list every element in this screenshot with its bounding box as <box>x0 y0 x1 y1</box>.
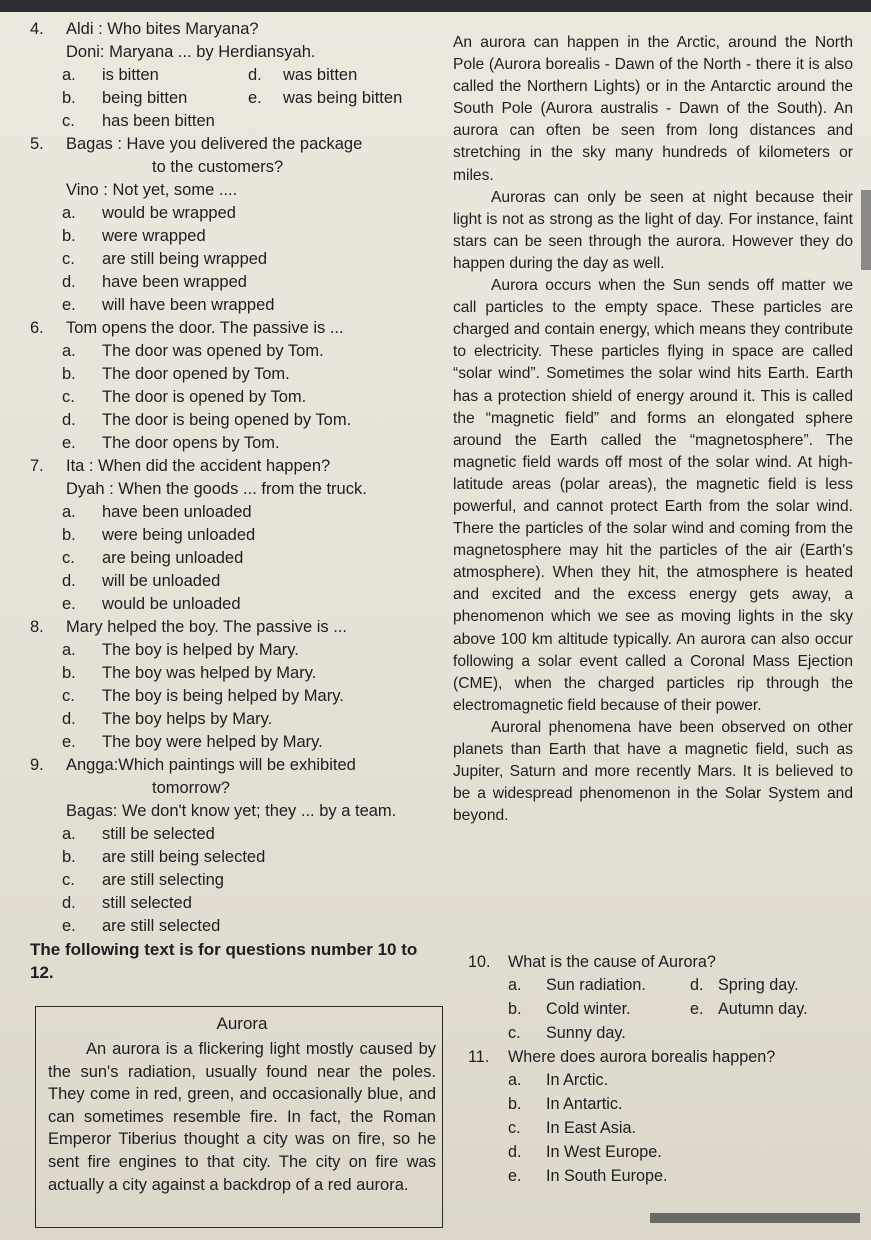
option-letter: e. <box>62 733 76 751</box>
question-text: What is the cause of Aurora? <box>508 953 716 971</box>
option-text: The boy helps by Mary. <box>102 710 273 728</box>
option-letter: b. <box>62 664 76 682</box>
answer-option <box>468 1117 863 1141</box>
answer-option <box>30 892 445 915</box>
option-letter: d. <box>62 411 76 429</box>
answer-option <box>468 1069 863 1093</box>
answer-option <box>30 363 445 386</box>
option-text: The boy were helped by Mary. <box>102 733 323 751</box>
option-letter: c. <box>508 1119 521 1137</box>
option-text: still selected <box>102 894 192 912</box>
option-letter: b. <box>508 1095 522 1113</box>
option-letter: c. <box>508 1024 521 1042</box>
option-text: In East Asia. <box>546 1119 636 1137</box>
option-text: is bitten <box>102 66 159 84</box>
answer-option <box>468 974 863 998</box>
option-letter: a. <box>62 66 76 84</box>
option-letter: c. <box>62 549 75 567</box>
answer-option <box>468 1093 863 1117</box>
option-letter: a. <box>508 1071 522 1089</box>
answer-option <box>30 432 445 455</box>
question-line <box>30 616 445 639</box>
option-text: will have been wrapped <box>102 296 275 314</box>
question-line <box>30 41 445 64</box>
answer-option <box>30 547 445 570</box>
question-number: 7. <box>30 457 44 475</box>
option-text: In West Europe. <box>546 1143 662 1161</box>
answer-option <box>468 1165 863 1189</box>
option-text: were being unloaded <box>102 526 256 544</box>
option-text: would be wrapped <box>102 204 236 222</box>
question-number: 11. <box>468 1048 490 1066</box>
option-text: In South Europe. <box>546 1167 668 1185</box>
paragraph-1: An aurora can happen in the Arctic, around the North Pole (Aurora borealis - Dawn of the North - there it is also called the Northern Lights) or in the Antarctic around the South Pole (Aurora australis - Dawn of the South). An aurora can often be seen from long distances and stretching in the sky many hundreds of kilometers or miles. <box>453 34 853 184</box>
question-text: Where does aurora borealis happen? <box>508 1048 776 1066</box>
option-text: Autumn day. <box>718 1000 808 1018</box>
question-line <box>30 478 445 501</box>
answer-option <box>30 570 445 593</box>
paragraph-4: Auroral phenomena have been observed on other planets than Earth that have a magnetic field, such as Jupiter, Saturn and more recently Mars. It is believed to be a widespread phenomenon in the Solar System and beyond. <box>453 718 853 825</box>
option-letter: a. <box>62 503 76 521</box>
option-text: Sunny day. <box>546 1024 626 1042</box>
question-4 <box>30 18 445 133</box>
option-text: The door opened by Tom. <box>102 365 290 383</box>
question-line <box>30 317 445 340</box>
question-line <box>30 133 445 156</box>
question-line <box>30 156 445 179</box>
option-text: Sun radiation. <box>546 976 646 994</box>
answer-option <box>30 202 445 225</box>
option-letter: c. <box>62 687 75 705</box>
answer-option <box>30 87 445 110</box>
option-text: has been bitten <box>102 112 215 130</box>
option-text: were wrapped <box>102 227 206 245</box>
right-column-text <box>453 32 853 827</box>
question-number: 9. <box>30 756 44 774</box>
option-letter: b. <box>62 227 76 245</box>
question-6 <box>30 317 445 455</box>
option-letter: a. <box>508 976 522 994</box>
option-letter: e. <box>62 434 76 452</box>
answer-option <box>468 998 863 1022</box>
option-letter: d. <box>690 976 704 994</box>
option-letter: a. <box>62 825 76 843</box>
option-letter: a. <box>62 342 76 360</box>
question-number: 5. <box>30 135 44 153</box>
option-text: The door is being opened by Tom. <box>102 411 352 429</box>
option-letter: b. <box>62 89 76 107</box>
question-text: tomorrow? <box>152 779 230 797</box>
answer-option <box>30 294 445 317</box>
question-line <box>30 777 445 800</box>
option-text: In Arctic. <box>546 1071 609 1089</box>
question-line <box>468 1046 863 1069</box>
answer-option <box>30 248 445 271</box>
answer-option <box>30 501 445 524</box>
answer-option <box>30 225 445 248</box>
option-letter: e. <box>62 595 76 613</box>
question-text: Dyah : When the goods ... from the truck. <box>66 480 367 498</box>
option-letter: b. <box>62 526 76 544</box>
option-letter: e. <box>690 1000 704 1018</box>
option-text: still be selected <box>102 825 215 843</box>
right-edge-shadow <box>861 190 871 270</box>
question-text: to the customers? <box>152 158 284 176</box>
question-number: 6. <box>30 319 44 337</box>
box-paragraph: An aurora is a flickering light mostly caused by the sun's radiation, usually found near the poles. They come in red, green, and occasionally blue, and can sometimes resemble fire. In fact, the Roman Emperor Tiberius thought a city was on fire, so he sent fire engines to that city. The city on fire was actually a city against a backdrop of a red aurora. <box>48 1040 436 1194</box>
option-letter: c. <box>62 388 75 406</box>
option-text: are still being selected <box>102 848 266 866</box>
option-text: The boy was helped by Mary. <box>102 664 317 682</box>
answer-option <box>30 340 445 363</box>
option-text: Spring day. <box>718 976 799 994</box>
option-text: will be unloaded <box>102 572 221 590</box>
option-letter: e. <box>62 917 76 935</box>
option-letter: e. <box>248 89 262 107</box>
question-line <box>30 18 445 41</box>
question-9 <box>30 754 445 938</box>
question-line <box>468 951 863 974</box>
option-text: The door is opened by Tom. <box>102 388 307 406</box>
answer-option <box>30 731 445 754</box>
answer-option <box>30 271 445 294</box>
question-text: Angga:Which paintings will be exhibited <box>66 756 356 774</box>
option-letter: a. <box>62 641 76 659</box>
option-text: have been unloaded <box>102 503 252 521</box>
option-text: are still selecting <box>102 871 224 889</box>
question-text: Mary helped the boy. The passive is ... <box>66 618 347 636</box>
answer-option <box>30 386 445 409</box>
answer-option <box>30 846 445 869</box>
option-letter: b. <box>62 365 76 383</box>
answer-option <box>30 524 445 547</box>
option-letter: b. <box>508 1000 522 1018</box>
answer-option <box>30 915 445 938</box>
option-letter: c. <box>62 871 75 889</box>
option-letter: c. <box>62 250 75 268</box>
option-letter: d. <box>62 710 76 728</box>
box-title: Aurora <box>216 1014 268 1033</box>
option-letter: d. <box>62 894 76 912</box>
question-line <box>30 179 445 202</box>
question-11 <box>468 1046 863 1189</box>
answer-option <box>30 823 445 846</box>
option-text: was being bitten <box>283 89 403 107</box>
paragraph-3: Aurora occurs when the Sun sends off matter we call particles to the empty space. These particles are charged and contain energy, which means they contribute to electricity. These particles flying in space are called “solar wind”. Sometimes the solar wind hits Earth. Earth has a protection shield of energy around it. This is called the “magnetic field” and forms an elongated sphere around the Earth called the “magnetosphere”. The magnetic field wards off most of the solar wind. At high-latitude areas (polar areas), the magnetic field is less powerful, and cannot protect Earth from the solar wind. There the particles of the solar wind and coming from the magnetosphere may hit the particles of the air (Earth's atmosphere). When they hit, the atmosphere is heated and excited and the excess energy gets away, a phenomenon which we see as moving lights in the sky above 100 km altitude typically. An aurora can also occur following a solar event called a Coronal Mass Ejection (CME), when the charged particles rip through the electromagnetic field because of their power. <box>453 277 853 714</box>
question-7 <box>30 455 445 616</box>
question-line <box>30 455 445 478</box>
option-letter: d. <box>62 572 76 590</box>
option-text: Cold winter. <box>546 1000 631 1018</box>
answer-option <box>30 708 445 731</box>
left-column <box>30 18 445 984</box>
answer-option <box>30 869 445 892</box>
option-text: In Antartic. <box>546 1095 623 1113</box>
question-text: Bagas : Have you delivered the package <box>66 135 363 153</box>
answer-option <box>30 593 445 616</box>
option-letter: e. <box>62 296 76 314</box>
question-text: Vino : Not yet, some .... <box>66 181 238 199</box>
option-text: being bitten <box>102 89 188 107</box>
option-text: The door opens by Tom. <box>102 434 280 452</box>
answer-option <box>30 409 445 432</box>
option-text: are being unloaded <box>102 549 244 567</box>
question-text: Tom opens the door. The passive is ... <box>66 319 344 337</box>
question-5 <box>30 133 445 317</box>
answer-option <box>468 1141 863 1165</box>
answer-option <box>30 639 445 662</box>
option-text: The boy is being helped by Mary. <box>102 687 344 705</box>
answer-option <box>468 1022 863 1046</box>
question-number: 4. <box>30 20 44 38</box>
option-letter: b. <box>62 848 76 866</box>
answer-option <box>30 110 445 133</box>
option-text: are still selected <box>102 917 221 935</box>
option-text: have been wrapped <box>102 273 247 291</box>
option-letter: e. <box>508 1167 522 1185</box>
option-letter: c. <box>62 112 75 130</box>
option-text: would be unloaded <box>102 595 241 613</box>
question-10 <box>468 951 863 1046</box>
aurora-text-box <box>35 1006 443 1228</box>
question-text: Bagas: We don't know yet; they ... by a team. <box>66 802 397 820</box>
top-edge-shadow <box>0 0 871 12</box>
option-text: are still being wrapped <box>102 250 268 268</box>
option-letter: a. <box>62 204 76 222</box>
paragraph-2: Auroras can only be seen at night because their light is not as strong as the light of day. For instance, faint stars can be seen through the aurora. However they do happen during the day as well. <box>453 188 853 272</box>
question-text: Aldi : Who bites Maryana? <box>66 20 259 38</box>
option-letter: d. <box>62 273 76 291</box>
option-letter: d. <box>248 66 262 84</box>
answer-option <box>30 685 445 708</box>
question-number: 10. <box>468 953 491 971</box>
option-text: The boy is helped by Mary. <box>102 641 299 659</box>
question-line <box>30 800 445 823</box>
question-number: 8. <box>30 618 44 636</box>
option-letter: d. <box>508 1143 522 1161</box>
question-line <box>30 754 445 777</box>
section-heading: The following text is for questions number 10 to 12. <box>30 940 418 982</box>
answer-option <box>30 662 445 685</box>
option-text: The door was opened by Tom. <box>102 342 324 360</box>
question-text: Doni: Maryana ... by Herdiansyah. <box>66 43 316 61</box>
option-text: was bitten <box>283 66 358 84</box>
question-text: Ita : When did the accident happen? <box>66 457 331 475</box>
ink-smudge <box>650 1213 860 1223</box>
question-8 <box>30 616 445 754</box>
answer-option <box>30 64 445 87</box>
